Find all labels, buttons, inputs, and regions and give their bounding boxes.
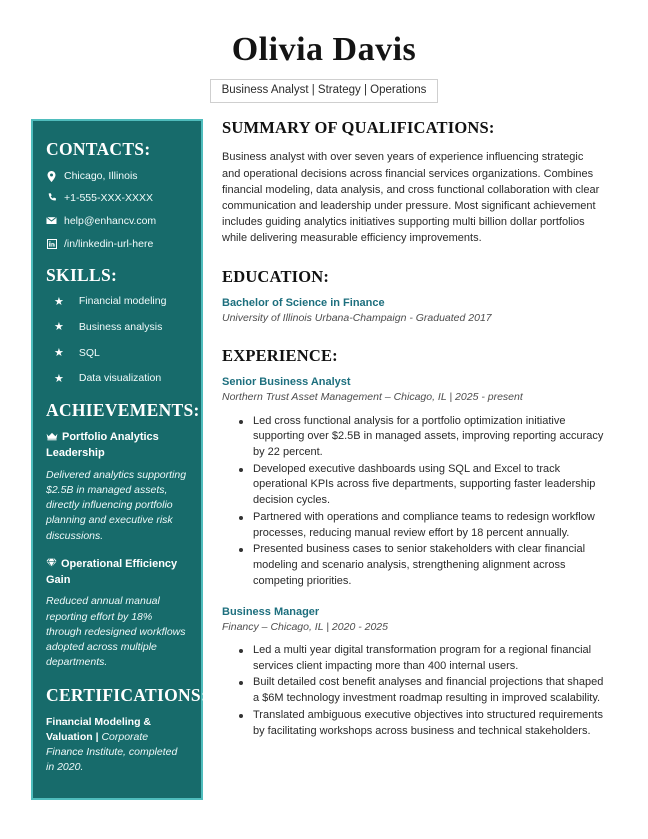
diamond-icon (46, 558, 57, 573)
job-title-wrapper (0, 79, 648, 104)
experience-bullet-list (222, 643, 604, 739)
candidate-name: Olivia Davis (231, 31, 417, 68)
education-degree: Bachelor of Science in Finance (222, 296, 385, 309)
main-content (203, 119, 648, 761)
experience-bullet: Developed executive dashboards using SQL and Excel to track operational KPIs across five departments, supporting faster leadership decision cycles. (239, 462, 604, 509)
experience-role: Senior Business Analyst (222, 376, 351, 389)
sidebar-section-contacts (46, 139, 188, 251)
contact-item-location[interactable] (46, 170, 188, 184)
experience-bullet: Translated ambiguous executive objectives into structured requirements by facilitating workshops across business and technical stakeholders. (239, 708, 604, 739)
education-entry (222, 296, 604, 325)
sidebar-section-skills (46, 265, 188, 386)
experience-heading: EXPERIENCE: (222, 346, 338, 366)
skill-item (46, 372, 188, 386)
experience-bullet: Presented business cases to senior stakeholders with clear financial modeling and scenario analysis, strengthening alignment across competing priorities. (239, 542, 604, 589)
skill-item (46, 347, 188, 361)
skill-label: Financial modeling (78, 295, 167, 308)
experience-meta: Financy – Chicago, IL | 2020 - 2025 (222, 620, 388, 633)
summary-text: Business analyst with over seven years of experience influencing strategic and operational decisions across financial services organizations. Combines financial modeling, data analysis, and cross functional collaboration with clear communication and leadership under pressure. Most significant achievement includes guiding analytics initiatives supporting multi billion dollar portfolios while delivering measurable efficiency improvements. (222, 151, 600, 244)
experience-bullet: Led a multi year digital transformation program for a regional financial services client impacting more than 400 internal users. (239, 643, 604, 674)
achievement-description: Reduced annual manual reporting effort by 18% through redesigned workflows adopted across multiple departments. (46, 595, 186, 669)
experience-bullet: Led cross functional analysis for a portfolio optimization initiative supporting over $2.5B in managed assets, improving reporting accuracy by 22 percent. (239, 414, 604, 461)
achievement-title: Portfolio Analytics Leadership (46, 430, 159, 459)
contact-item-email[interactable] (46, 215, 188, 229)
location-pin-icon (46, 170, 57, 182)
contact-item-phone[interactable] (46, 192, 188, 206)
skills-heading: SKILLS: (46, 265, 118, 286)
achievement-title: Operational Efficiency Gain (46, 557, 178, 586)
skill-label: Business analysis (78, 320, 163, 333)
skill-item (46, 295, 188, 309)
sidebar-section-achievements (46, 399, 200, 671)
crown-icon (46, 431, 58, 446)
section-education (222, 268, 604, 325)
education-heading: EDUCATION: (222, 266, 330, 286)
envelope-icon (46, 215, 57, 225)
certification-name: Financial Modeling & Valuation | (46, 715, 152, 743)
achievement-item (46, 430, 188, 544)
achievement-title-row (46, 430, 188, 461)
contact-value-phone: +1-555-XXX-XXXX (64, 192, 154, 205)
education-institution: University of Illinois Urbana-Champaign - Graduated 2017 (222, 312, 492, 324)
star-icon: ★ (54, 295, 64, 308)
skill-item (46, 321, 188, 335)
contact-value-email: help@enhancv.com (64, 214, 157, 227)
sidebar (31, 119, 208, 799)
resume-columns (0, 119, 648, 799)
experience-entry (222, 375, 604, 589)
resume-header (0, 0, 648, 103)
certifications-heading: CERTIFICATIONS: (46, 684, 208, 705)
star-icon: ★ (54, 346, 64, 359)
experience-bullet-list (222, 414, 604, 590)
experience-entry (222, 605, 604, 740)
certification-item (46, 715, 188, 776)
certification-detail: Corporate Finance Institute, completed in 2020. (46, 730, 178, 774)
experience-role: Business Manager (222, 605, 320, 618)
achievement-item (46, 557, 188, 671)
experience-bullet: Partnered with operations and compliance teams to redesign workflow processes, reducing manual review effort by 18 percent annually. (239, 510, 604, 541)
job-title-box: Business Analyst | Strategy | Operations (210, 79, 439, 104)
star-icon: ★ (54, 372, 64, 385)
contact-item-linkedin[interactable] (46, 238, 188, 252)
phone-icon (46, 192, 57, 203)
contacts-heading: CONTACTS: (46, 139, 151, 160)
experience-meta: Northern Trust Asset Management – Chicago, IL | 2025 - present (222, 391, 523, 404)
skill-label: Data visualization (78, 372, 162, 385)
contact-value-location: Chicago, Illinois (64, 169, 138, 182)
achievements-heading: ACHIEVEMENTS: (46, 399, 200, 420)
achievement-description: Delivered analytics supporting $2.5B in managed assets, directly influencing portfolio planning and executive risk discussions. (46, 468, 187, 542)
contact-value-linkedin: /in/linkedin-url-here (64, 237, 154, 250)
section-summary (222, 119, 604, 245)
experience-bullet: Built detailed cost benefit analyses and financial projections that shaped a $6M technology investment roadmap resulting in improved scalability. (239, 675, 604, 706)
linkedin-icon (46, 238, 57, 249)
section-experience (222, 347, 604, 739)
summary-heading: SUMMARY OF QUALIFICATIONS: (222, 118, 495, 138)
star-icon: ★ (54, 321, 64, 334)
skill-label: SQL (78, 346, 100, 359)
sidebar-section-certifications (46, 684, 208, 776)
achievement-title-row (46, 557, 188, 588)
